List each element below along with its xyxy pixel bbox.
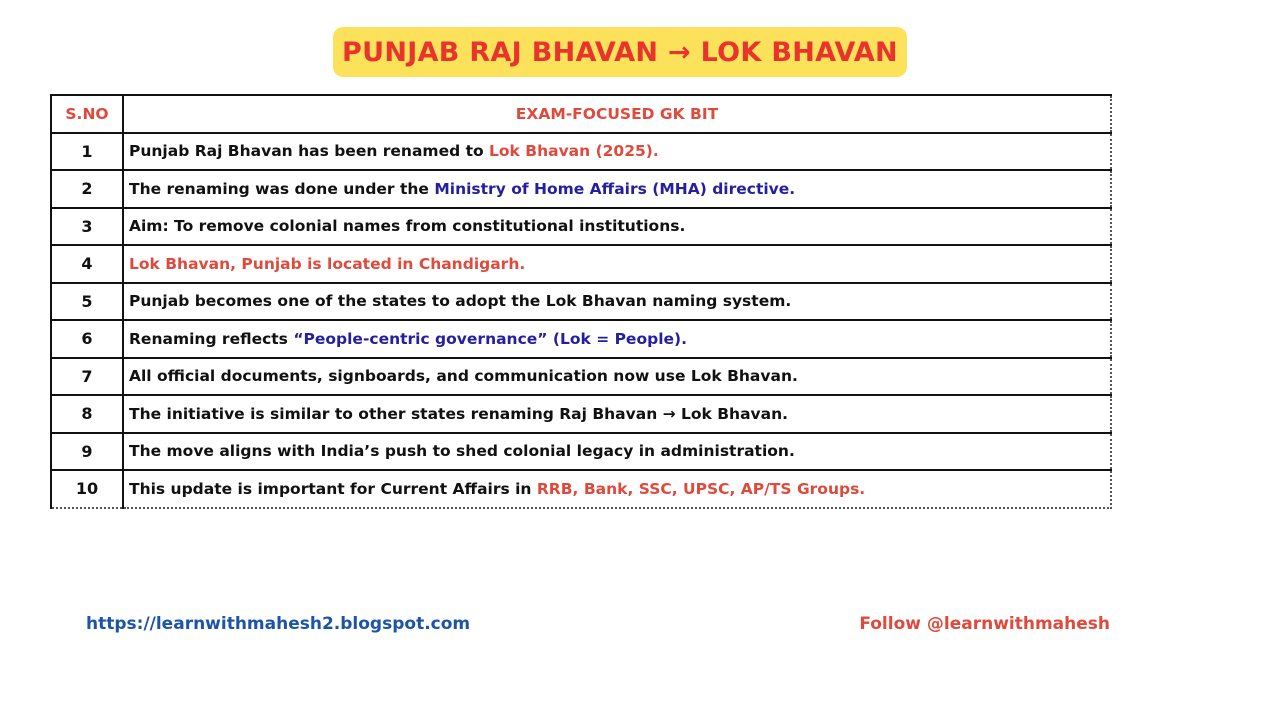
row-sno: 7: [51, 358, 123, 396]
table-row: [51, 208, 1111, 246]
bit-text-segment: Lok Bhavan, Punjab is located in Chandigarh.: [129, 254, 526, 273]
table-row: [51, 283, 1111, 321]
table-row: [51, 395, 1111, 433]
bit-text-segment: All official documents, signboards, and communication now use Lok Bhavan.: [129, 367, 798, 386]
table-row: [51, 470, 1111, 508]
bit-text-segment: Punjab becomes one of the states to adopt the Lok Bhavan naming system.: [129, 292, 792, 311]
bit-text-segment: Renaming reflects: [129, 329, 294, 348]
bit-text-segment: Lok Bhavan (2025).: [489, 142, 659, 161]
table-row: [51, 358, 1111, 396]
row-sno: 9: [51, 433, 123, 471]
bit-text-segment: Punjab Raj Bhavan has been renamed to: [129, 142, 490, 161]
row-sno: 1: [51, 133, 123, 171]
row-bit: [123, 395, 1111, 433]
table-body: [51, 133, 1111, 508]
table-row: [51, 433, 1111, 471]
row-sno: 5: [51, 283, 123, 321]
header-bit: EXAM-FOCUSED GK BIT: [123, 95, 1111, 133]
row-bit: [123, 470, 1111, 508]
row-bit: [123, 358, 1111, 396]
row-sno: 6: [51, 320, 123, 358]
row-bit: [123, 245, 1111, 283]
row-sno: 8: [51, 395, 123, 433]
bit-text-segment: The move aligns with India’s push to shed colonial legacy in administration.: [129, 442, 795, 461]
row-sno: 10: [51, 470, 123, 508]
table-header-row: [51, 95, 1111, 133]
bit-text-segment: The renaming was done under the: [129, 179, 435, 198]
row-bit: [123, 208, 1111, 246]
row-bit: [123, 170, 1111, 208]
blog-link[interactable]: https://learnwithmahesh2.blogspot.com: [86, 614, 471, 634]
bit-text-segment: This update is important for Current Affairs in: [129, 479, 537, 498]
bit-text-segment: Aim: To remove colonial names from constitutional institutions.: [129, 217, 686, 236]
bit-text-segment: RRB, Bank, SSC, UPSC, AP/TS Groups.: [536, 479, 866, 498]
row-sno: 3: [51, 208, 123, 246]
table-row: [51, 320, 1111, 358]
bit-text-segment: “People-centric governance” (Lok = People).: [293, 329, 687, 348]
follow-handle: Follow @learnwithmahesh: [859, 614, 1110, 634]
row-bit: [123, 433, 1111, 471]
bit-text-segment: Ministry of Home Affairs (MHA) directive.: [434, 179, 796, 198]
header-sno: S.NO: [51, 95, 123, 133]
row-sno: 4: [51, 245, 123, 283]
table-row: [51, 133, 1111, 171]
row-bit: [123, 133, 1111, 171]
page-title: PUNJAB RAJ BHAVAN → LOK BHAVAN: [342, 36, 898, 68]
title-banner: [333, 27, 907, 77]
row-bit: [123, 283, 1111, 321]
table-row: [51, 245, 1111, 283]
row-sno: 2: [51, 170, 123, 208]
gk-table: [50, 94, 1112, 509]
bit-text-segment: The initiative is similar to other states renaming Raj Bhavan → Lok Bhavan.: [129, 404, 789, 423]
table-row: [51, 170, 1111, 208]
row-bit: [123, 320, 1111, 358]
